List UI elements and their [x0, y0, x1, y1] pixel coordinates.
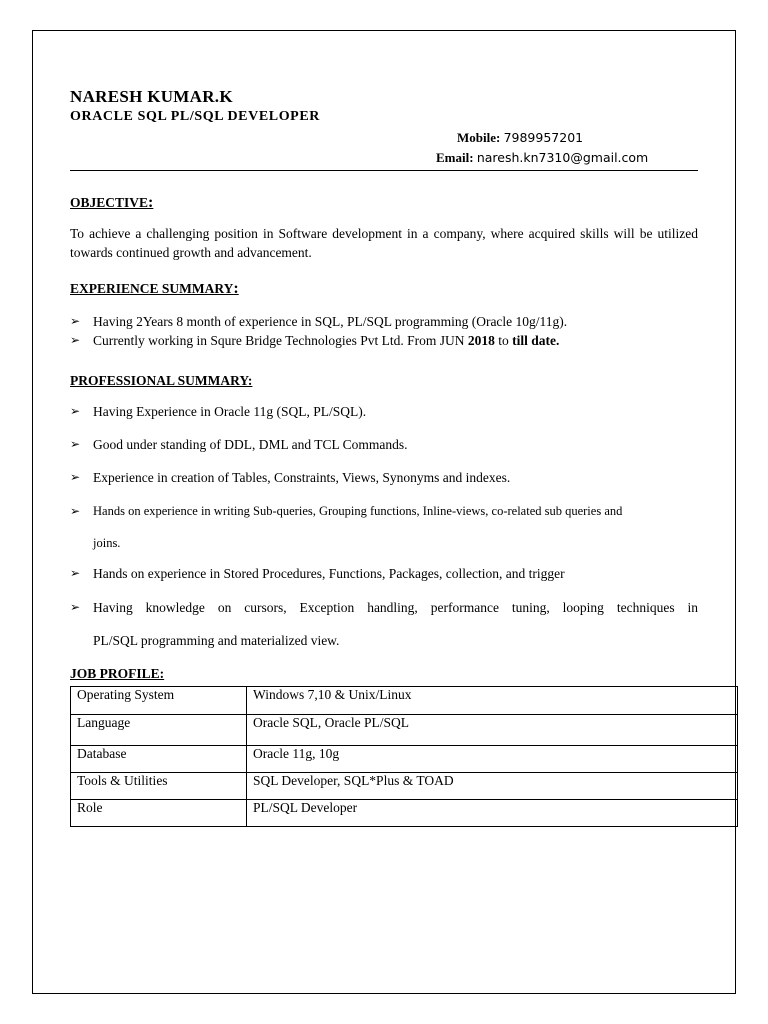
experience-end-date: till date. — [512, 333, 560, 348]
table-row — [71, 715, 738, 746]
table-cell-value: Oracle SQL, Oracle PL/SQL — [247, 715, 738, 746]
list-item-continuation: joins. — [93, 536, 121, 550]
table-row — [71, 746, 738, 773]
job-title: ORACLE SQL PL/SQL DEVELOPER — [70, 109, 320, 124]
list-item-text — [93, 333, 698, 349]
table-cell-key: Language — [71, 715, 247, 746]
arrowhead-bullet-icon: ➢ — [70, 504, 81, 518]
table-cell-key: Operating System — [71, 687, 247, 715]
candidate-name: NARESH KUMAR.K — [70, 87, 233, 106]
list-item-text: Experience in creation of Tables, Constraints, Views, Synonyms and indexes. — [93, 470, 511, 485]
list-item-text: Hands on experience in Stored Procedures, Functions, Packages, collection, and trigger — [93, 566, 565, 581]
table-cell-value: PL/SQL Developer — [247, 800, 738, 827]
header-divider — [70, 170, 698, 171]
job-profile-heading: JOB PROFILE: — [70, 666, 165, 681]
table-cell-key: Tools & Utilities — [71, 773, 247, 800]
arrowhead-bullet-icon: ➢ — [70, 566, 81, 580]
professional-summary-heading: PROFESSIONAL SUMMARY: — [70, 373, 253, 388]
table-cell-value: Oracle 11g, 10g — [247, 746, 738, 773]
mobile-label: Mobile: — [457, 130, 501, 145]
experience-heading-colon: : — [233, 280, 239, 297]
list-item-continuation: PL/SQL programming and materialized view. — [93, 633, 340, 648]
list-item-text: Having 2Years 8 month of experience in SQL, PL/SQL programming (Oracle 10g/11g). — [93, 314, 568, 329]
arrowhead-bullet-icon: ➢ — [70, 333, 81, 347]
arrowhead-bullet-icon: ➢ — [70, 404, 81, 418]
list-item-text: Having Experience in Oracle 11g (SQL, PL/SQL). — [93, 404, 367, 419]
list-item-text: Good under standing of DDL, DML and TCL Commands. — [93, 437, 408, 452]
arrowhead-bullet-icon: ➢ — [70, 600, 81, 614]
list-item-text: Having knowledge on cursors, Exception handling, performance tuning, looping techniques in — [93, 600, 698, 615]
table-row — [71, 687, 738, 715]
table-cell-key: Database — [71, 746, 247, 773]
experience-heading — [70, 280, 239, 298]
mobile-value: 7989957201 — [503, 130, 584, 145]
table-row — [71, 800, 738, 827]
mobile-line — [457, 130, 583, 146]
email-label: Email: — [436, 150, 474, 165]
experience-item2-mid: to — [494, 333, 513, 348]
table-cell-value: Windows 7,10 & Unix/Linux — [247, 687, 738, 715]
objective-heading-text: OBJECTIVE — [70, 195, 149, 210]
email-value[interactable]: naresh.kn7310@gmail.com — [476, 150, 649, 165]
arrowhead-bullet-icon: ➢ — [70, 314, 81, 328]
table-row — [71, 773, 738, 800]
job-profile-table — [70, 686, 738, 827]
list-item-text: Hands on experience in writing Sub-queries, Grouping functions, Inline-views, co-related sub queries and — [93, 504, 623, 518]
arrowhead-bullet-icon: ➢ — [70, 437, 81, 451]
objective-heading — [70, 194, 153, 212]
table-cell-key: Role — [71, 800, 247, 827]
arrowhead-bullet-icon: ➢ — [70, 470, 81, 484]
experience-start-year: 2018 — [467, 333, 495, 348]
experience-heading-text: EXPERIENCE SUMMARY — [70, 281, 234, 296]
objective-heading-colon: : — [148, 194, 154, 211]
email-line — [436, 150, 648, 166]
objective-text: To achieve a challenging position in Software development in a company, where acquired skills will be utilized towards continued growth and advancement. — [70, 226, 698, 260]
experience-item2-prefix: Currently working in Squre Bridge Technologies Pvt Ltd. From JUN — [93, 333, 468, 348]
table-cell-value: SQL Developer, SQL*Plus & TOAD — [247, 773, 738, 800]
